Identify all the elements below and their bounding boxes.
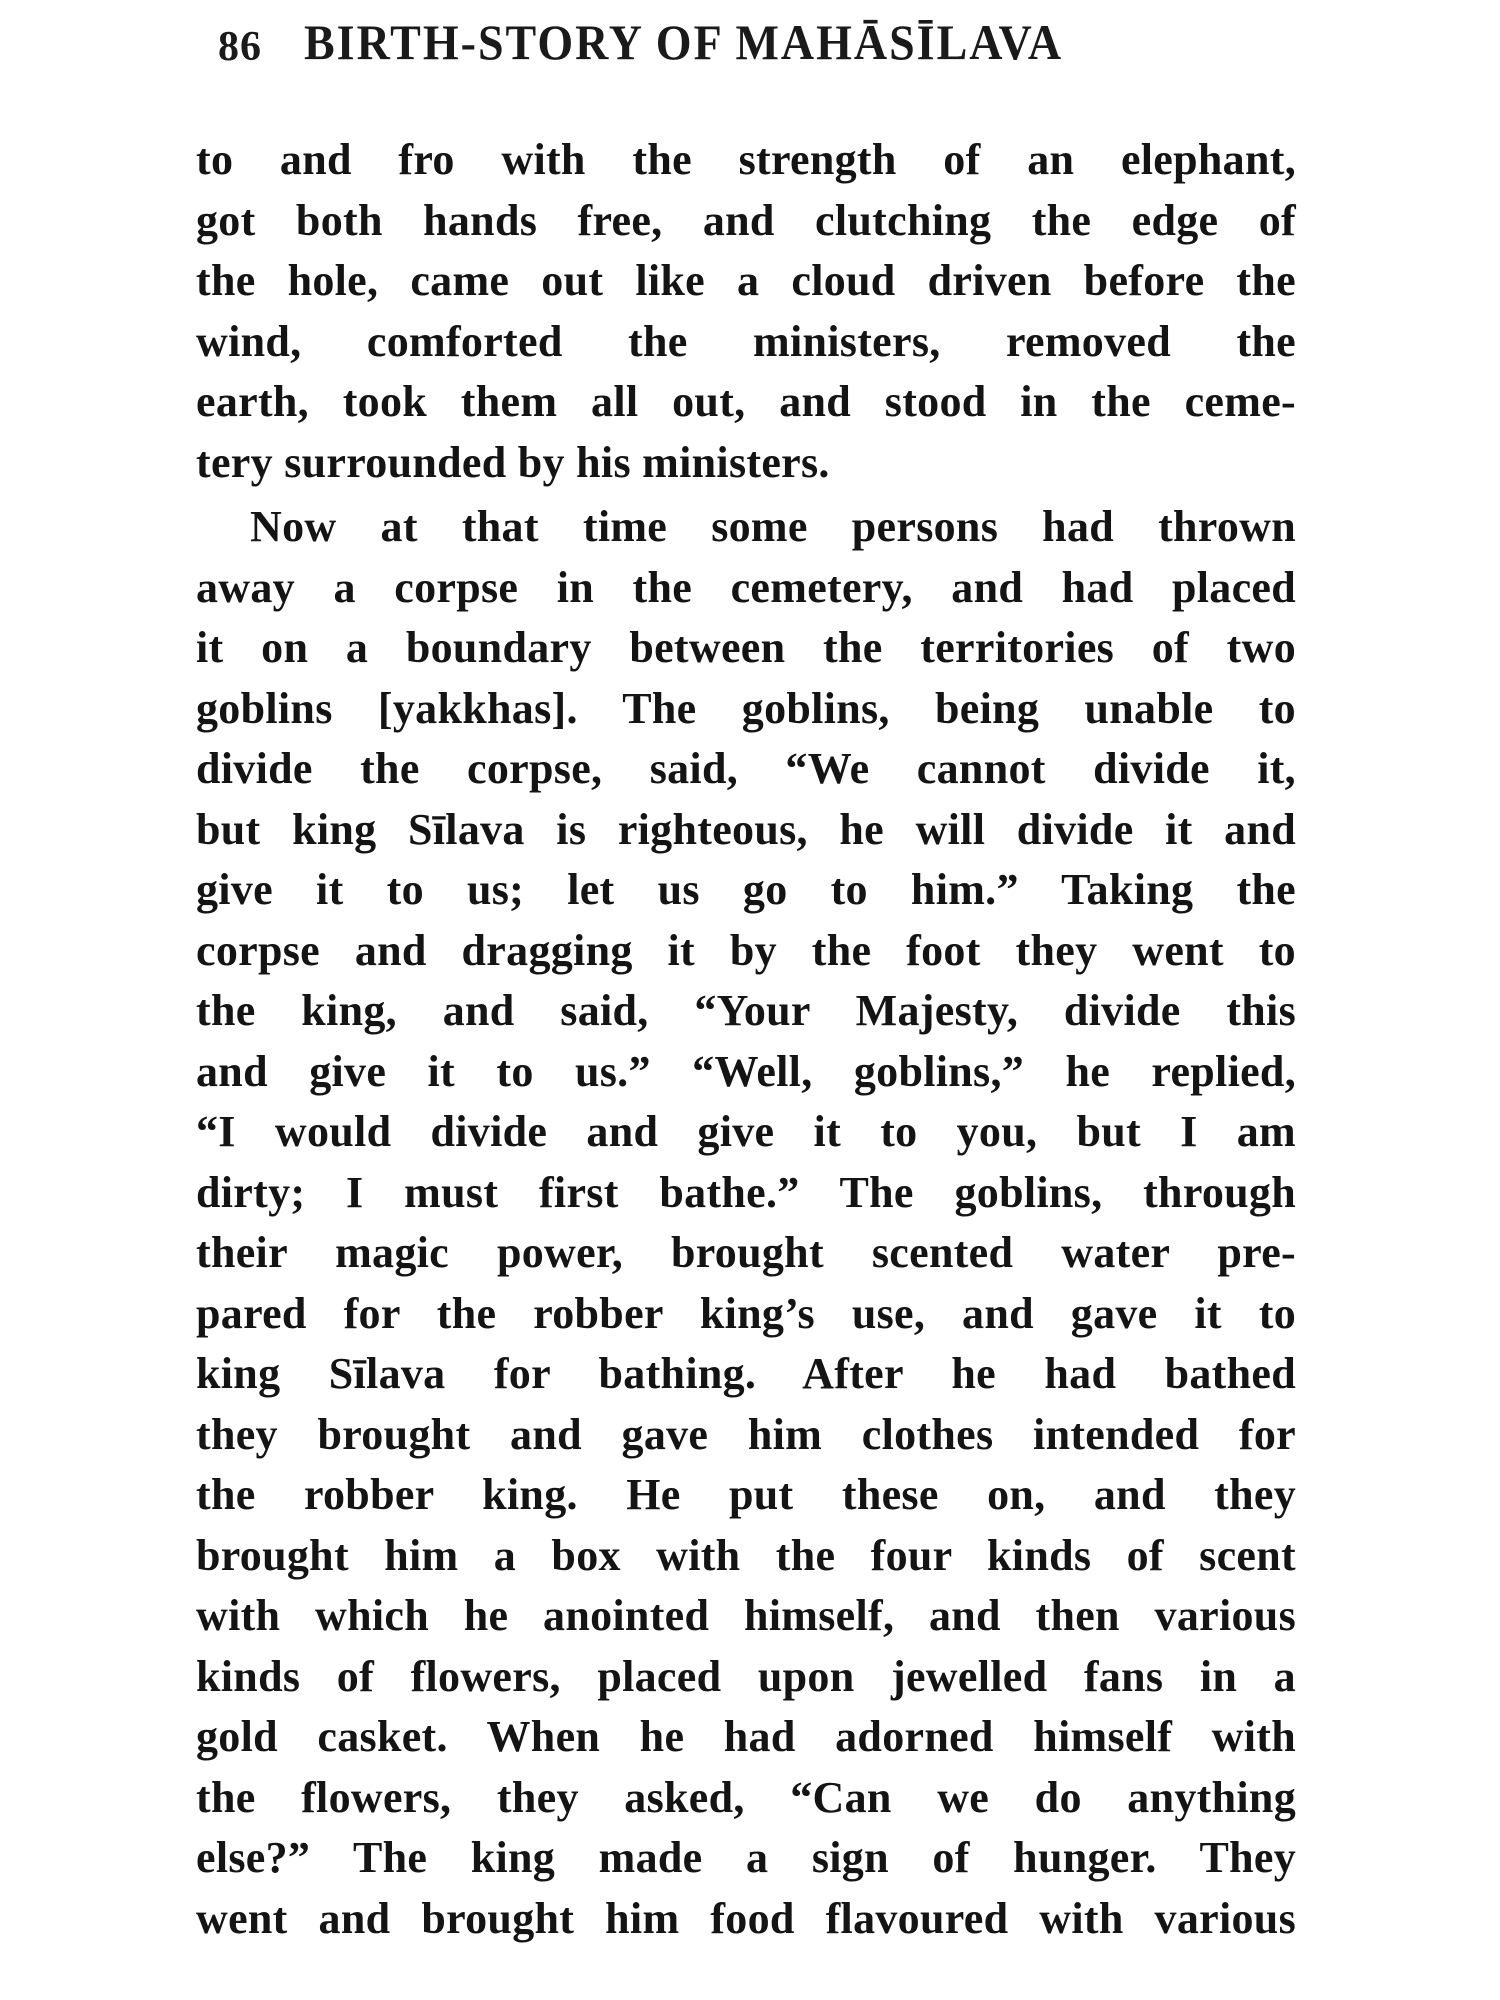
- text-line: to and fro with the strength of an elephant,: [196, 135, 1296, 184]
- text-line: goblins [yakkhas]. The goblins, being unable to: [196, 683, 1296, 733]
- text-line: away a corpse in the cemetery, and had placed: [196, 562, 1296, 612]
- page-number: 86: [218, 24, 262, 70]
- text-line: and give it to us.” “Well, goblins,” he replied,: [196, 1046, 1296, 1096]
- text-line: “I would divide and give it to you, but I am: [196, 1107, 1296, 1156]
- paragraph-1: [196, 130, 1296, 493]
- text-line: the king, and said, “Your Majesty, divide this: [196, 986, 1296, 1035]
- text-line: the hole, came out like a cloud driven before the: [196, 256, 1296, 305]
- text-line: it on a boundary between the territories of two: [196, 623, 1296, 672]
- text-line: divide the corpse, said, “We cannot divide it,: [196, 744, 1296, 793]
- text-line: dirty; I must first bathe.” The goblins, through: [196, 1167, 1296, 1217]
- paragraph-2: [196, 497, 1296, 1949]
- text-line: else?” The king made a sign of hunger. They: [196, 1833, 1296, 1882]
- text-line: pared for the robber king’s use, and gave it to: [196, 1288, 1296, 1338]
- text-line: got both hands free, and clutching the edge of: [196, 195, 1296, 245]
- text-line: with which he anointed himself, and then various: [196, 1591, 1296, 1640]
- body-text: [196, 130, 1296, 1949]
- text-line: earth, took them all out, and stood in the ceme-: [196, 377, 1296, 426]
- text-line: give it to us; let us go to him.” Taking the: [196, 865, 1296, 914]
- text-line: tery surrounded by his ministers.: [196, 437, 830, 487]
- page-header: [218, 14, 1218, 94]
- text-line: brought him a box with the four kinds of scent: [196, 1530, 1296, 1580]
- text-line: corpse and dragging it by the foot they went to: [196, 925, 1296, 975]
- text-line: went and brought him food flavoured with various: [196, 1893, 1296, 1943]
- text-line: wind, comforted the ministers, removed the: [196, 316, 1296, 366]
- text-line: the flowers, they asked, “Can we do anything: [196, 1772, 1296, 1822]
- text-line: Now at that time some persons had thrown: [250, 502, 1296, 551]
- text-line: king Sīlava for bathing. After he had bathed: [196, 1349, 1296, 1398]
- running-head: BIRTH-STORY OF MAHĀSĪLAVA: [304, 14, 1064, 70]
- text-line: but king Sīlava is righteous, he will divide it and: [196, 804, 1296, 854]
- text-line: the robber king. He put these on, and they: [196, 1470, 1296, 1519]
- text-line: they brought and gave him clothes intended for: [196, 1409, 1296, 1459]
- text-line: gold casket. When he had adorned himself with: [196, 1712, 1296, 1761]
- text-line: kinds of flowers, placed upon jewelled fans in a: [196, 1651, 1296, 1701]
- text-line: their magic power, brought scented water pre-: [196, 1228, 1296, 1277]
